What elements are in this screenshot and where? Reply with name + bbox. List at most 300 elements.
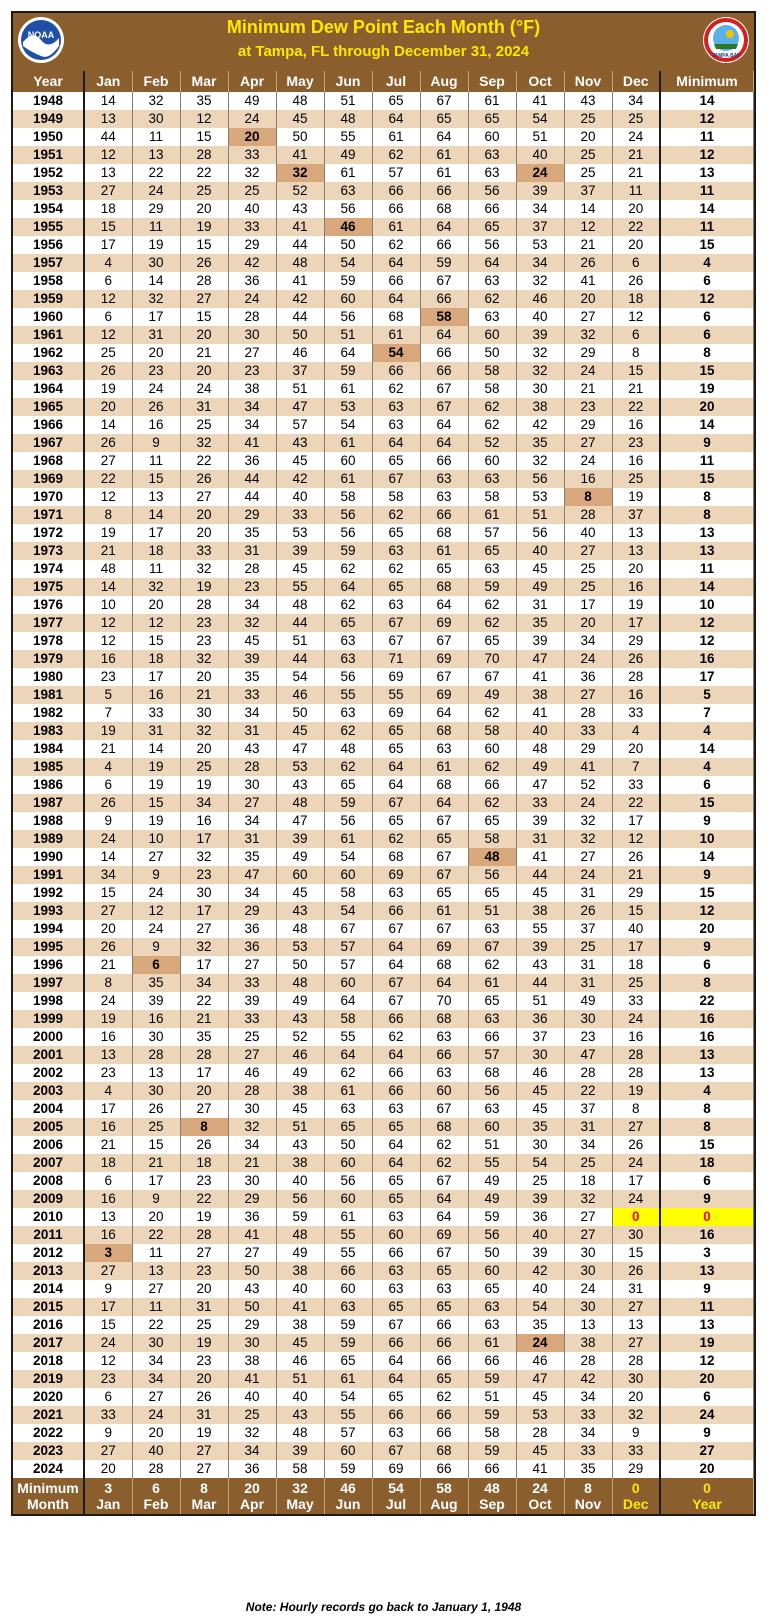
- dew-point-cell: 8: [84, 506, 132, 524]
- dew-point-cell: 44: [276, 650, 324, 668]
- dew-point-cell: 64: [324, 578, 372, 596]
- dew-point-cell: 27: [180, 920, 228, 938]
- dew-point-cell: 64: [420, 326, 468, 344]
- dew-point-cell: 61: [420, 146, 468, 164]
- dew-point-cell: 32: [564, 1190, 612, 1208]
- dew-point-cell: 63: [372, 542, 420, 560]
- dew-point-cell: 57: [324, 956, 372, 974]
- table-row: [13, 1028, 754, 1046]
- dew-point-cell: 36: [516, 1010, 564, 1028]
- dew-point-cell: 27: [564, 686, 612, 704]
- dew-point-cell: 40: [564, 524, 612, 542]
- dew-point-cell: 65: [420, 830, 468, 848]
- dew-point-cell: 26: [180, 1136, 228, 1154]
- year-cell: 1958: [13, 272, 84, 290]
- dew-point-cell: 8: [84, 974, 132, 992]
- year-cell: 2001: [13, 1046, 84, 1064]
- dew-point-cell: 33: [180, 542, 228, 560]
- dew-point-cell: 9: [132, 866, 180, 884]
- dew-point-cell: 27: [180, 1244, 228, 1262]
- dew-point-cell: 63: [420, 1064, 468, 1082]
- dew-point-cell: 24: [228, 290, 276, 308]
- dew-point-cell: 25: [564, 1154, 612, 1172]
- dew-point-cell: 19: [84, 524, 132, 542]
- dew-point-cell: 32: [564, 812, 612, 830]
- dew-point-cell: 30: [564, 1244, 612, 1262]
- dew-point-cell: 8: [612, 1100, 660, 1118]
- year-minimum-cell: 8: [660, 974, 754, 992]
- column-header-aug: Aug: [420, 71, 468, 92]
- dew-point-cell: 36: [228, 272, 276, 290]
- dew-point-cell: 60: [468, 740, 516, 758]
- dew-point-cell: 41: [516, 668, 564, 686]
- year-minimum-cell: 4: [660, 722, 754, 740]
- dew-point-cell: 64: [420, 128, 468, 146]
- year-minimum-cell: 20: [660, 398, 754, 416]
- table-row: [13, 380, 754, 398]
- dew-point-cell: 9: [612, 1424, 660, 1442]
- dew-point-cell: 40: [276, 1280, 324, 1298]
- dew-point-cell: 33: [228, 218, 276, 236]
- dew-point-cell: 15: [180, 128, 228, 146]
- dew-point-cell: 67: [468, 668, 516, 686]
- dew-point-cell: 26: [612, 848, 660, 866]
- dew-point-cell: 63: [324, 1298, 372, 1316]
- year-cell: 1986: [13, 776, 84, 794]
- dew-point-cell: 62: [324, 758, 372, 776]
- year-cell: 1973: [13, 542, 84, 560]
- dew-point-cell: 45: [276, 1334, 324, 1352]
- dew-point-cell: 67: [420, 812, 468, 830]
- dew-point-cell: 19: [180, 578, 228, 596]
- dew-point-cell: 66: [372, 1010, 420, 1028]
- dew-point-cell: 67: [372, 614, 420, 632]
- dew-point-cell: 58: [276, 1460, 324, 1478]
- dew-point-cell: 25: [564, 938, 612, 956]
- dew-point-cell: 30: [516, 1046, 564, 1064]
- dew-point-cell: 67: [420, 380, 468, 398]
- dew-point-cell: 30: [612, 1370, 660, 1388]
- dew-point-cell: 20: [564, 614, 612, 632]
- dew-point-cell: 17: [612, 1172, 660, 1190]
- dew-point-cell: 66: [372, 1406, 420, 1424]
- year-minimum-cell: 12: [660, 1352, 754, 1370]
- dew-point-cell: 32: [516, 362, 564, 380]
- dew-point-cell: 29: [564, 416, 612, 434]
- dew-point-cell: 64: [372, 1154, 420, 1172]
- dew-point-cell: 61: [324, 1208, 372, 1226]
- monthly-minimum-cell: [564, 1478, 612, 1514]
- dew-point-cell: 57: [276, 416, 324, 434]
- column-header-feb: Feb: [132, 71, 180, 92]
- dew-point-cell: 43: [564, 92, 612, 110]
- dew-point-cell: 34: [132, 1370, 180, 1388]
- year-minimum-cell: 16: [660, 1028, 754, 1046]
- dew-point-cell: 69: [420, 938, 468, 956]
- table-row: [13, 1208, 754, 1226]
- table-row: [13, 542, 754, 560]
- dew-point-cell: 41: [228, 1370, 276, 1388]
- dew-point-cell: 16: [132, 1010, 180, 1028]
- dew-point-cell: 61: [324, 830, 372, 848]
- dew-point-cell: 18: [564, 1172, 612, 1190]
- dew-point-cell: 9: [132, 434, 180, 452]
- dew-point-cell: 22: [612, 398, 660, 416]
- dew-point-cell: 68: [420, 1010, 468, 1028]
- dew-point-cell: 64: [468, 254, 516, 272]
- dew-point-cell: 56: [324, 668, 372, 686]
- dew-point-cell: 39: [276, 542, 324, 560]
- dew-point-cell: 13: [132, 1262, 180, 1280]
- dew-point-cell: 66: [468, 1028, 516, 1046]
- table-row: [13, 866, 754, 884]
- dew-point-cell: 34: [228, 416, 276, 434]
- dew-point-cell: 26: [180, 470, 228, 488]
- dew-point-cell: 20: [612, 200, 660, 218]
- table-row: [13, 1244, 754, 1262]
- dew-point-cell: 28: [180, 146, 228, 164]
- dew-point-cell: 11: [132, 560, 180, 578]
- dew-point-cell: 40: [516, 542, 564, 560]
- dew-point-cell: 23: [132, 362, 180, 380]
- monthly-minimum-cell: [420, 1478, 468, 1514]
- dew-point-cell: 55: [324, 1226, 372, 1244]
- dew-point-cell: 13: [612, 1316, 660, 1334]
- dew-point-cell: 24: [84, 992, 132, 1010]
- record-cell: 54: [372, 344, 420, 362]
- dew-point-cell: 49: [276, 992, 324, 1010]
- dew-point-cell: 60: [420, 1082, 468, 1100]
- year-minimum-cell: 12: [660, 614, 754, 632]
- dew-point-cell: 28: [516, 1424, 564, 1442]
- dew-point-cell: 23: [180, 1262, 228, 1280]
- dew-point-cell: 42: [276, 470, 324, 488]
- dew-point-cell: 65: [324, 1352, 372, 1370]
- dew-point-cell: 32: [516, 452, 564, 470]
- dew-point-cell: 31: [180, 1298, 228, 1316]
- dew-point-cell: 66: [420, 290, 468, 308]
- dew-point-cell: 64: [372, 938, 420, 956]
- dew-point-cell: 25: [564, 164, 612, 182]
- dew-point-cell: 41: [228, 1226, 276, 1244]
- minimum-period: Mar: [191, 1496, 217, 1512]
- year-minimum-cell: 7: [660, 704, 754, 722]
- dew-point-cell: 17: [180, 1064, 228, 1082]
- dew-point-cell: 32: [180, 560, 228, 578]
- dew-point-cell: 61: [420, 164, 468, 182]
- dew-point-cell: 58: [468, 380, 516, 398]
- year-cell: 1981: [13, 686, 84, 704]
- dew-point-cell: 56: [468, 1226, 516, 1244]
- dew-point-cell: 31: [564, 884, 612, 902]
- dew-point-cell: 38: [228, 1352, 276, 1370]
- dew-point-cell: 65: [324, 776, 372, 794]
- minimum-value: 54: [388, 1480, 404, 1496]
- dew-point-cell: 39: [228, 650, 276, 668]
- dew-point-cell: 63: [468, 146, 516, 164]
- table-row: [13, 956, 754, 974]
- dew-point-cell: 38: [276, 1262, 324, 1280]
- table-row: [13, 1298, 754, 1316]
- dew-point-cell: 48: [276, 794, 324, 812]
- dew-point-cell: 64: [372, 776, 420, 794]
- table-row: [13, 92, 754, 110]
- dew-point-cell: 65: [372, 1172, 420, 1190]
- dew-point-cell: 37: [564, 182, 612, 200]
- dew-point-cell: 44: [228, 488, 276, 506]
- year-cell: 1963: [13, 362, 84, 380]
- table-row: [13, 686, 754, 704]
- dew-point-cell: 40: [516, 1226, 564, 1244]
- year-cell: 2023: [13, 1442, 84, 1460]
- dew-point-cell: 21: [612, 866, 660, 884]
- dew-point-cell: 14: [132, 740, 180, 758]
- dew-point-cell: 26: [84, 362, 132, 380]
- dew-point-cell: 34: [180, 974, 228, 992]
- dew-point-cell: 56: [324, 200, 372, 218]
- dew-point-cell: 12: [84, 326, 132, 344]
- dew-point-cell: 24: [564, 362, 612, 380]
- record-cell: 8: [564, 488, 612, 506]
- year-cell: 1984: [13, 740, 84, 758]
- dew-point-cell: 23: [228, 362, 276, 380]
- dew-point-cell: 63: [372, 1280, 420, 1298]
- dew-point-cell: 27: [84, 452, 132, 470]
- dew-point-cell: 26: [180, 254, 228, 272]
- dew-point-cell: 35: [516, 1118, 564, 1136]
- year-minimum-cell: 12: [660, 902, 754, 920]
- dew-point-cell: 17: [180, 830, 228, 848]
- dew-point-cell: 64: [372, 956, 420, 974]
- dew-point-cell: 16: [612, 1028, 660, 1046]
- year-minimum-cell: 15: [660, 1136, 754, 1154]
- year-minimum-cell: 24: [660, 1406, 754, 1424]
- dew-point-cell: 34: [228, 1136, 276, 1154]
- year-cell: 1948: [13, 92, 84, 110]
- dew-point-cell: 26: [612, 1262, 660, 1280]
- dew-point-cell: 54: [324, 416, 372, 434]
- year-minimum-cell: 10: [660, 596, 754, 614]
- table-row: [13, 920, 754, 938]
- dew-point-cell: 59: [468, 1370, 516, 1388]
- dew-point-cell: 67: [324, 920, 372, 938]
- dew-point-cell: 47: [228, 866, 276, 884]
- dew-point-cell: 34: [228, 704, 276, 722]
- dew-point-cell: 30: [228, 1172, 276, 1190]
- dew-point-cell: 28: [228, 1082, 276, 1100]
- dew-point-cell: 62: [372, 1028, 420, 1046]
- dew-point-cell: 6: [612, 254, 660, 272]
- dew-point-cell: 43: [276, 776, 324, 794]
- dew-point-cell: 65: [468, 884, 516, 902]
- year-minimum-cell: 14: [660, 578, 754, 596]
- dew-point-cell: 66: [420, 452, 468, 470]
- dew-point-cell: 62: [372, 830, 420, 848]
- column-header-minimum: Minimum: [660, 71, 754, 92]
- year-minimum-cell: 18: [660, 1154, 754, 1172]
- dew-point-cell: 43: [276, 1406, 324, 1424]
- monthly-minimum-cell: [180, 1478, 228, 1514]
- dew-point-cell: 56: [324, 506, 372, 524]
- table-row: [13, 1190, 754, 1208]
- dew-point-cell: 33: [612, 992, 660, 1010]
- year-minimum-cell: 13: [660, 164, 754, 182]
- table-row: [13, 938, 754, 956]
- noaa-logo-text: NOAA: [27, 30, 55, 40]
- dew-point-cell: 11: [132, 452, 180, 470]
- dew-point-cell: 31: [516, 830, 564, 848]
- dew-point-cell: 70: [420, 992, 468, 1010]
- dew-point-cell: 68: [372, 848, 420, 866]
- dew-point-cell: 37: [516, 218, 564, 236]
- dew-point-cell: 64: [372, 254, 420, 272]
- year-cell: 1956: [13, 236, 84, 254]
- minimum-period: Feb: [143, 1496, 169, 1512]
- dew-point-cell: 40: [516, 308, 564, 326]
- dew-point-cell: 37: [612, 506, 660, 524]
- year-cell: 2007: [13, 1154, 84, 1172]
- year-minimum-cell: 19: [660, 380, 754, 398]
- dew-point-cell: 64: [420, 434, 468, 452]
- dew-point-cell: 61: [468, 506, 516, 524]
- dew-point-cell: 28: [180, 596, 228, 614]
- year-cell: 1972: [13, 524, 84, 542]
- dew-point-cell: 65: [372, 578, 420, 596]
- dew-point-cell: 62: [420, 1154, 468, 1172]
- dew-point-cell: 16: [84, 650, 132, 668]
- dew-point-cell: 19: [180, 776, 228, 794]
- table-row: [13, 164, 754, 182]
- dew-point-cell: 12: [564, 218, 612, 236]
- dew-point-cell: 21: [612, 146, 660, 164]
- year-cell: 1959: [13, 290, 84, 308]
- record-cell: 24: [516, 164, 564, 182]
- dew-point-cell: 68: [420, 1118, 468, 1136]
- dew-point-cell: 65: [372, 722, 420, 740]
- dew-point-cell: 22: [612, 218, 660, 236]
- dew-point-cell: 56: [324, 524, 372, 542]
- dew-point-cell: 27: [84, 1262, 132, 1280]
- dew-point-cell: 65: [468, 812, 516, 830]
- dew-point-cell: 56: [276, 1190, 324, 1208]
- dew-point-cell: 24: [612, 128, 660, 146]
- dew-point-cell: 59: [468, 1406, 516, 1424]
- dew-point-cell: 28: [228, 560, 276, 578]
- dew-point-cell: 23: [612, 434, 660, 452]
- dew-point-cell: 67: [372, 920, 420, 938]
- dew-point-cell: 61: [372, 326, 420, 344]
- dew-point-cell: 32: [180, 650, 228, 668]
- nws-logo-text: TAMPA BAY: [711, 53, 741, 59]
- dew-point-cell: 59: [420, 254, 468, 272]
- year-minimum-cell: 8: [660, 488, 754, 506]
- dew-point-cell: 62: [420, 1388, 468, 1406]
- dew-point-cell: 29: [612, 884, 660, 902]
- dew-point-cell: 69: [372, 866, 420, 884]
- table-row: [13, 128, 754, 146]
- dew-point-cell: 54: [516, 110, 564, 128]
- year-cell: 2019: [13, 1370, 84, 1388]
- dew-point-cell: 67: [372, 794, 420, 812]
- dew-point-cell: 58: [324, 1010, 372, 1028]
- dew-point-cell: 9: [84, 812, 132, 830]
- dew-point-cell: 12: [84, 1352, 132, 1370]
- dew-point-cell: 61: [324, 380, 372, 398]
- dew-point-cell: 56: [516, 524, 564, 542]
- dew-point-cell: 9: [132, 938, 180, 956]
- dew-point-cell: 25: [180, 416, 228, 434]
- year-minimum-cell: 14: [660, 416, 754, 434]
- year-minimum-cell: 15: [660, 794, 754, 812]
- dew-point-cell: 21: [180, 1010, 228, 1028]
- dew-point-cell: 44: [516, 974, 564, 992]
- year-cell: 1977: [13, 614, 84, 632]
- dew-point-cell: 16: [612, 686, 660, 704]
- year-cell: 1997: [13, 974, 84, 992]
- record-cell: 20: [228, 128, 276, 146]
- dew-point-cell: 21: [84, 1136, 132, 1154]
- year-minimum-cell: 9: [660, 812, 754, 830]
- dew-point-cell: 30: [564, 1298, 612, 1316]
- year-minimum-cell: 11: [660, 452, 754, 470]
- dew-point-cell: 47: [516, 776, 564, 794]
- dew-point-cell: 69: [372, 704, 420, 722]
- dew-point-cell: 19: [180, 1334, 228, 1352]
- dew-point-cell: 59: [324, 1316, 372, 1334]
- dew-point-cell: 66: [420, 1316, 468, 1334]
- dew-point-cell: 24: [228, 110, 276, 128]
- year-cell: 2024: [13, 1460, 84, 1478]
- dew-point-cell: 28: [612, 1352, 660, 1370]
- dew-point-cell: 23: [180, 614, 228, 632]
- year-minimum-cell: 4: [660, 1082, 754, 1100]
- dew-point-cell: 16: [132, 416, 180, 434]
- dew-point-cell: 55: [276, 578, 324, 596]
- dew-point-cell: 65: [468, 542, 516, 560]
- table-row: [13, 578, 754, 596]
- dew-point-cell: 27: [180, 1442, 228, 1460]
- dew-point-cell: 65: [372, 524, 420, 542]
- dew-point-cell: 50: [324, 1136, 372, 1154]
- dew-point-cell: 27: [180, 1100, 228, 1118]
- year-cell: 1961: [13, 326, 84, 344]
- dew-point-cell: 66: [372, 362, 420, 380]
- year-minimum-cell: 6: [660, 956, 754, 974]
- dew-point-cell: 60: [372, 1226, 420, 1244]
- minimum-period: Jan: [96, 1496, 121, 1512]
- dew-point-cell: 64: [420, 218, 468, 236]
- dew-point-cell: 25: [516, 1172, 564, 1190]
- dew-point-cell: 69: [372, 1460, 420, 1478]
- year-minimum-cell: 13: [660, 542, 754, 560]
- dew-point-cell: 64: [420, 974, 468, 992]
- table-row: [13, 1154, 754, 1172]
- dew-point-cell: 38: [276, 1316, 324, 1334]
- year-cell: 2004: [13, 1100, 84, 1118]
- dew-point-cell: 46: [276, 686, 324, 704]
- column-header-year: Year: [13, 71, 84, 92]
- dew-point-cell: 63: [372, 1424, 420, 1442]
- year-minimum-cell: 14: [660, 200, 754, 218]
- dew-point-cell: 20: [564, 290, 612, 308]
- dew-point-cell: 69: [420, 614, 468, 632]
- dew-point-cell: 15: [132, 1136, 180, 1154]
- dew-point-cell: 18: [132, 542, 180, 560]
- dew-point-cell: 20: [180, 740, 228, 758]
- dew-point-cell: 65: [372, 1388, 420, 1406]
- dew-point-cell: 13: [84, 110, 132, 128]
- dew-point-cell: 13: [84, 1208, 132, 1226]
